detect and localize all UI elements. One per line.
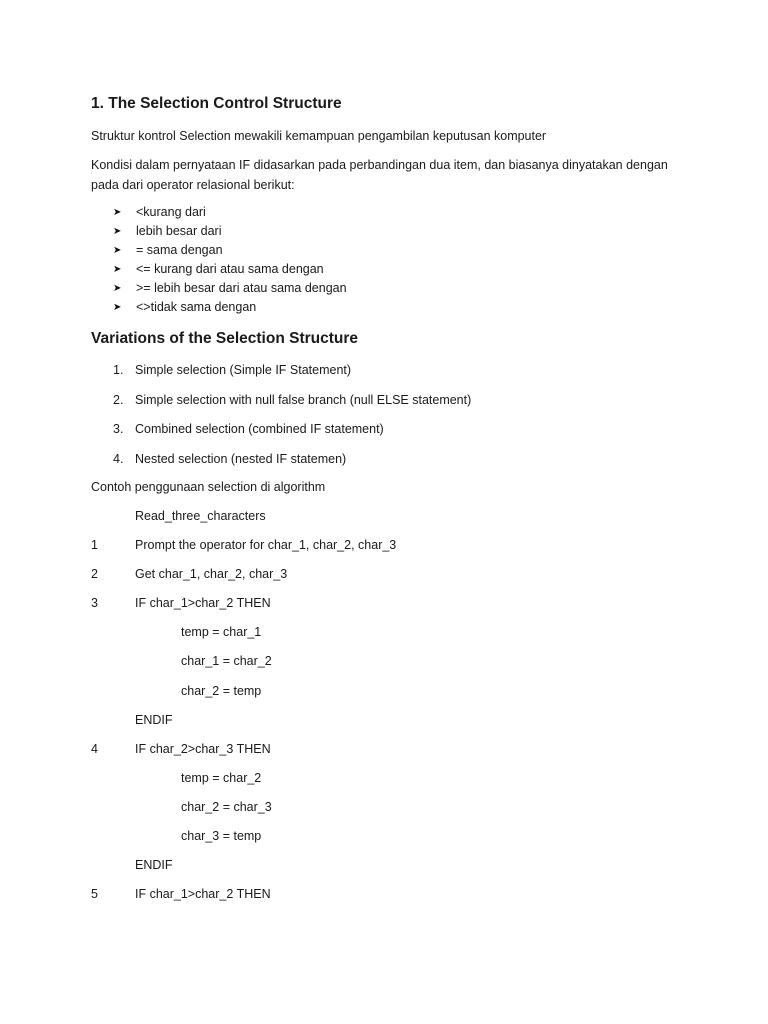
algorithm-code: IF char_1>char_2 THEN bbox=[135, 887, 271, 902]
list-item bbox=[113, 260, 347, 279]
list-number: 3. bbox=[113, 422, 124, 436]
list-item-label: lebih besar dari bbox=[136, 224, 222, 238]
algorithm-code: char_2 = char_3 bbox=[181, 799, 272, 814]
intro-paragraph: Struktur kontrol Selection mewakili kemampuan pengambilan keputusan komputer bbox=[91, 129, 547, 143]
list-item bbox=[113, 390, 471, 420]
algorithm-code: Read_three_characters bbox=[135, 509, 266, 523]
list-item-label: = sama dengan bbox=[136, 243, 223, 257]
conditions-paragraph: Kondisi dalam pernyataan IF didasarkan pada perbandingan dua item, dan biasanya dinyatakan dengan pada dari operator relasional berikut: bbox=[91, 158, 668, 192]
line-number: 5 bbox=[91, 887, 98, 902]
algorithm-code: char_1 = char_2 bbox=[181, 654, 272, 669]
algorithm-code: char_2 = temp bbox=[181, 683, 262, 698]
list-number: 4. bbox=[113, 451, 124, 466]
list-item-label: <= kurang dari atau sama dengan bbox=[136, 262, 324, 276]
list-number: 2. bbox=[113, 392, 124, 407]
list-number: 1. bbox=[113, 363, 124, 377]
arrowhead-bullet-icon: ➤ bbox=[113, 226, 122, 237]
list-item bbox=[113, 419, 471, 449]
operator-list bbox=[113, 203, 347, 317]
list-item bbox=[113, 222, 347, 241]
list-item-label: Combined selection (combined IF statement) bbox=[135, 422, 384, 436]
list-item bbox=[113, 279, 347, 298]
variations-list bbox=[113, 360, 471, 478]
list-item bbox=[113, 241, 347, 260]
line-number: 1 bbox=[91, 538, 98, 553]
algorithm-code: ENDIF bbox=[135, 858, 173, 873]
arrowhead-bullet-icon: ➤ bbox=[113, 302, 122, 313]
section-heading: 1. The Selection Control Structure bbox=[91, 95, 342, 112]
arrowhead-bullet-icon: ➤ bbox=[113, 264, 122, 275]
algorithm-code: Get char_1, char_2, char_3 bbox=[135, 567, 288, 582]
list-item-label: Nested selection (nested IF statemen) bbox=[135, 451, 347, 466]
arrowhead-bullet-icon: ➤ bbox=[113, 245, 122, 256]
line-number: 3 bbox=[91, 596, 98, 611]
list-item-label: >= lebih besar dari atau sama dengan bbox=[136, 281, 347, 295]
line-number: 2 bbox=[91, 567, 98, 582]
list-item bbox=[113, 360, 471, 390]
list-item-label: <>tidak sama dengan bbox=[136, 300, 257, 314]
arrowhead-bullet-icon: ➤ bbox=[113, 283, 122, 294]
list-item bbox=[113, 203, 347, 222]
algorithm-code: IF char_1>char_2 THEN bbox=[135, 596, 271, 611]
arrowhead-bullet-icon: ➤ bbox=[113, 207, 122, 218]
algorithm-code: Prompt the operator for char_1, char_2, char_3 bbox=[135, 538, 397, 553]
list-item-label: Simple selection (Simple IF Statement) bbox=[135, 363, 352, 377]
algorithm-code: ENDIF bbox=[135, 712, 173, 727]
list-item bbox=[113, 298, 347, 317]
variations-heading: Variations of the Selection Structure bbox=[91, 330, 359, 347]
list-item-label: Simple selection with null false branch (null ELSE statement) bbox=[135, 392, 472, 407]
algorithm-code: temp = char_2 bbox=[181, 770, 262, 785]
algorithm-code: IF char_2>char_3 THEN bbox=[135, 741, 271, 756]
example-intro: Contoh penggunaan selection di algorithm bbox=[91, 480, 326, 494]
algorithm-code: temp = char_1 bbox=[181, 625, 262, 640]
algorithm-code: char_3 = temp bbox=[181, 829, 262, 844]
line-number: 4 bbox=[91, 741, 98, 756]
list-item-label: <kurang dari bbox=[136, 205, 206, 219]
list-item bbox=[113, 449, 471, 479]
